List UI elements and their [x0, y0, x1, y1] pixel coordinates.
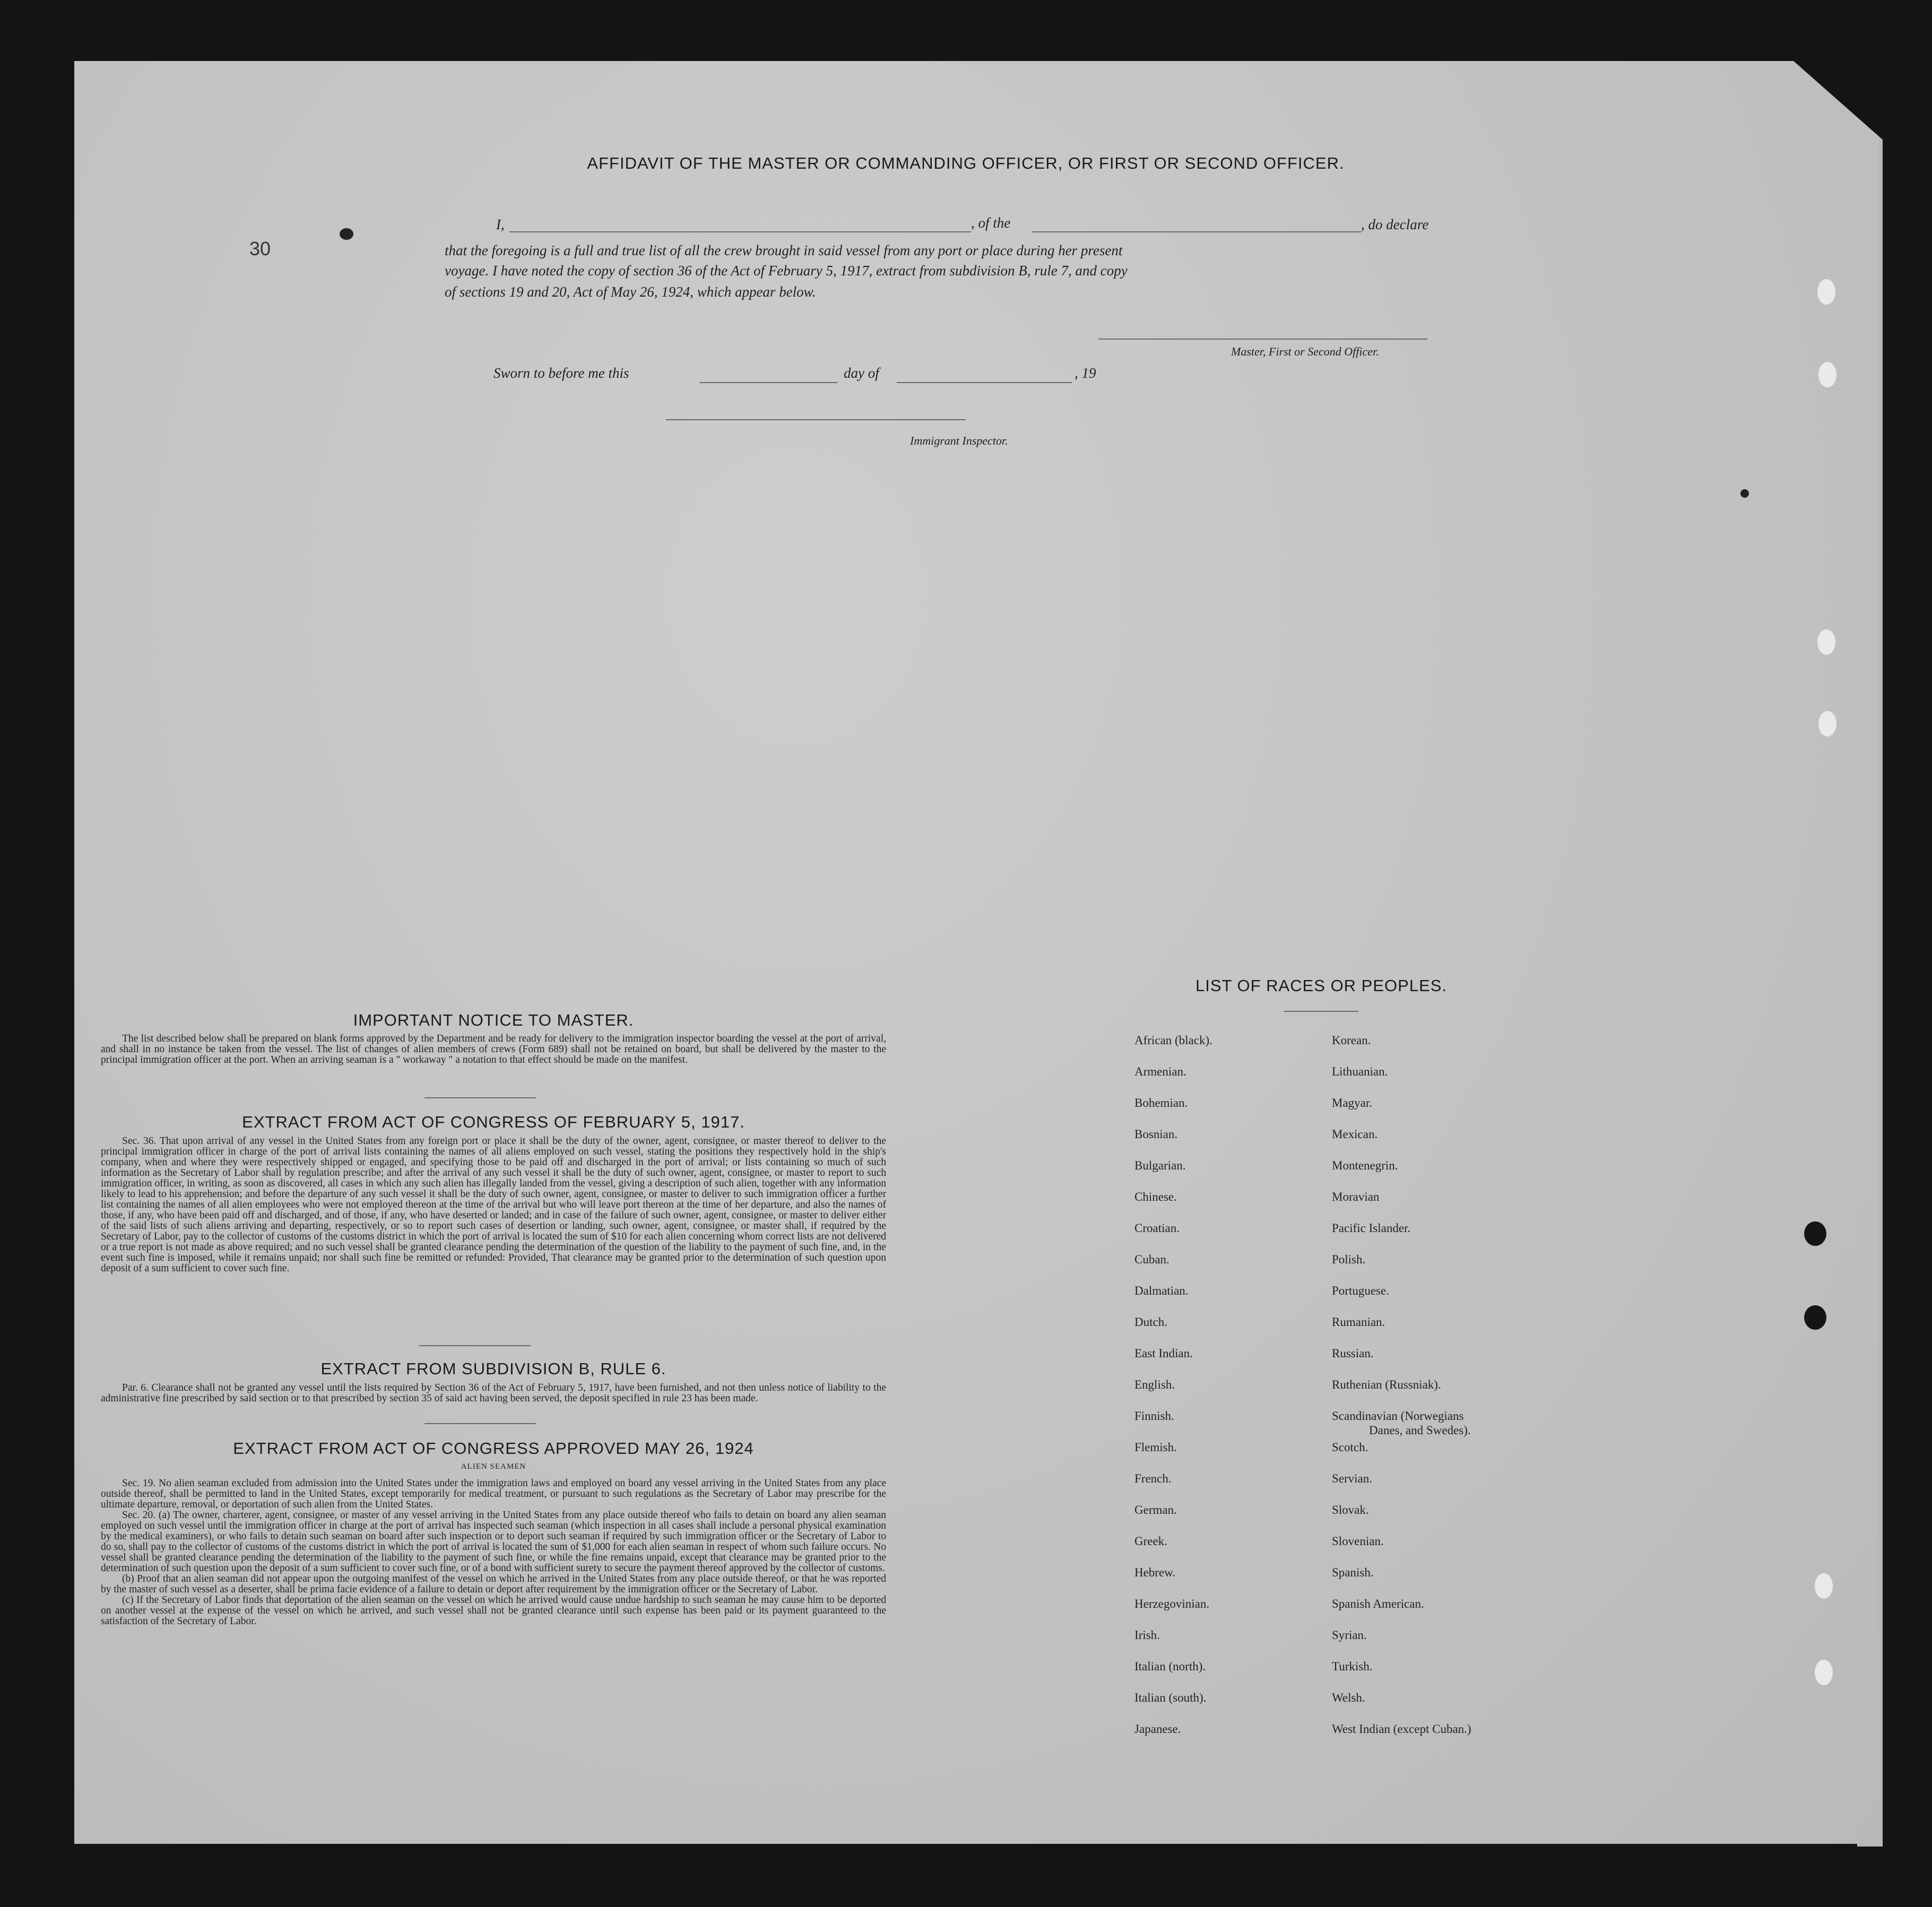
folded-corner [1794, 61, 1884, 141]
race-item: Russian. [1332, 1347, 1374, 1360]
race-item: Irish. [1134, 1628, 1160, 1642]
punch-hole [1818, 711, 1836, 736]
sec-20c-text: (c) If the Secretary of Labor finds that deportation of the alien seaman on the vessel on which he arrived would cause undue hardship to such seaman he may cause him to be deported on another vessel at the expense of the vessel on which he arrived, and such vessel shall not be granted clearance until such expense has been paid or its payment guaranteed to the satisfaction of the Secretary of Labor. [101, 1594, 886, 1627]
notice-body: The list described below shall be prepared on blank forms approved by the Department and be ready for delivery to the immigration inspector boarding the vessel at the port of arrival, and shall in no instance be taken from the vessel. The list of changes of alien members of crews (Form 689) shall not be retained on board, but shall be delivered by the master to the principal immigration officer at the port. When an arriving seaman is a " workaway " a notation to that effect should be made on the manifest. [101, 1033, 886, 1065]
race-item: Dutch. [1134, 1315, 1167, 1329]
race-item: Bohemian. [1134, 1096, 1188, 1109]
race-item: Slovak. [1332, 1503, 1369, 1516]
race-item: African (black). [1134, 1034, 1212, 1047]
race-item: Slovenian. [1332, 1535, 1384, 1548]
race-item: Japanese. [1134, 1722, 1181, 1736]
punch-hole [1818, 362, 1836, 387]
race-item: Spanish American. [1332, 1597, 1424, 1610]
race-item: Rumanian. [1332, 1315, 1385, 1329]
race-item-continued: Danes, and Swedes). [1369, 1424, 1471, 1437]
punch-hole [1815, 1573, 1833, 1599]
race-item: Moravian [1332, 1190, 1380, 1203]
race-item: Magyar. [1332, 1096, 1373, 1109]
affidavit-line-1: that the foregoing is a full and true list of all the crew brought in said vessel from any port or place during her present [445, 242, 1123, 258]
race-item: Scandinavian (Norwegians [1332, 1409, 1464, 1423]
race-item: Flemish. [1134, 1441, 1177, 1454]
race-item: Herzegovinian. [1134, 1597, 1210, 1610]
race-item: Armenian. [1134, 1065, 1186, 1078]
punch-hole [1804, 1305, 1826, 1330]
race-item: Bosnian. [1134, 1128, 1178, 1141]
race-item: French. [1134, 1472, 1172, 1485]
race-item: Ruthenian (Russniak). [1332, 1378, 1441, 1391]
punch-hole [1817, 629, 1835, 655]
race-item: Montenegrin. [1332, 1159, 1398, 1172]
race-item: Syrian. [1332, 1628, 1367, 1642]
extract-rule-title: EXTRACT FROM SUBDIVISION B, RULE 6. [320, 1359, 666, 1378]
race-item: Polish. [1332, 1253, 1366, 1266]
inspector-caption: Immigrant Inspector. [910, 434, 1008, 447]
affidavit-line-2: voyage. I have noted the copy of section 36 of the Act of February 5, 1917, extract from subdivision B, rule 7, and copy [445, 263, 1128, 279]
race-item: Chinese. [1134, 1190, 1177, 1203]
race-item: Portuguese. [1332, 1284, 1389, 1297]
ink-spot [1740, 489, 1749, 498]
race-item: Pacific Islander. [1332, 1221, 1411, 1235]
sec-19-text: Sec. 19. No alien seaman excluded from admission into the United States under the immigration laws and employed on board any vessel arriving in the United States from any place outside thereof, shall be permitted to land in the United States, except temporarily for medical treatment, or pursuant to such regulations as the Secretary of Labor may prescribe for the ultimate departure, removal, or deportation of such alien from the United States. [101, 1478, 886, 1510]
affidavit-i: I, [496, 216, 505, 232]
affidavit-do-declare: , do declare [1361, 216, 1429, 232]
extract-rule-section [101, 1383, 886, 1404]
race-item: Spanish. [1332, 1566, 1374, 1579]
punch-hole [1817, 279, 1835, 305]
sec-20a-text: Sec. 20. (a) The owner, charterer, agent, consignee, or master of any vessel arriving in the United States from any place outside thereof who fails to detain on board any alien seaman employed on such vessel until the immigration officer in charge at the port of arrival has inspected such seaman (which inspection in all cases shall include a personal physical examination by the medical examiners), or who fails to detain such seaman on board after such inspection or to deport such seaman if required by such immigration officer or the Secretary of Labor to do so, shall pay to the collector of customs of the customs district in which the port of arrival is located the sum of $1,000 for each alien seaman in respect of whom such failure occurs. No vessel shall be granted clearance pending the determination of the liability to the payment of such fine, or while the fine remains unpaid, except that clearance may be granted prior to the determination of such question upon the deposit of a sum sufficient to cover such fine, or of a bond with sufficient surety to secure the payment thereof approved by the collector of customs. [101, 1510, 886, 1574]
race-item: Servian. [1332, 1472, 1373, 1485]
race-item: Scotch. [1332, 1441, 1368, 1454]
master-signature-line [1098, 339, 1427, 340]
races-title: LIST OF RACES OR PEOPLES. [1195, 976, 1448, 995]
month-line [897, 382, 1072, 383]
race-item: Turkish. [1332, 1660, 1373, 1673]
race-item: Greek. [1134, 1535, 1167, 1548]
sec-20b-text: (b) Proof that an alien seaman did not appear upon the outgoing manifest of the vessel on which he arrived in the United States from any place outside thereof, or that he was reported by the master of such vessel as a deserter, shall be prima facie evidence of a failure to detain or deport after requirement by the immigration officer or the Secretary of Labor. [101, 1573, 886, 1595]
affidavit-of-the: , of the [971, 215, 1011, 231]
race-item: Cuban. [1134, 1253, 1169, 1266]
notice-section [101, 1034, 886, 1065]
race-item: Italian (south). [1134, 1691, 1207, 1704]
race-item: Croatian. [1134, 1221, 1180, 1235]
race-item: Bulgarian. [1134, 1159, 1186, 1172]
affidavit-title: AFFIDAVIT OF THE MASTER OR COMMANDING OFFICER, OR FIRST OR SECOND OFFICER. [587, 154, 1345, 172]
extract-1924-section [101, 1478, 886, 1627]
vessel-name-line [1032, 231, 1361, 232]
section-divider [1284, 1011, 1358, 1012]
extract-1917-body: Sec. 36. That upon arrival of any vessel in the United States from any foreign port or place it shall be the duty of the owner, agent, consignee, or master thereof to deliver to the principal immigration officer in charge of the port of arrival lists containing the names of all aliens employed on such vessel, stating the positions they respectively hold in the ship's company, when and where they were respectively shipped or engaged, and specifying those to be paid off and discharged in the port of arrival; or lists containing so much of such information as the Secretary of Labor shall by regulation prescribe; and after the arrival of any such vessel it shall be the duty of such owner, agent, consignee, or master to report to such immigration officer, in writing, as soon as discovered, all cases in which any such alien has illegally landed from the vessel, giving a description of such alien, together with any information likely to lead to his apprehension; and before the departure of any such vessel it shall be the duty of such owner, agent, consignee, or master to deliver to such immigration officer a further list containing the names of all alien employees who were not employed thereon at the time of the arrival but who will leave port thereon at the time of her departure, and also the names of those, if any, who have been paid off and discharged, and of those, if any, who have deserted or landed; and in case of the failure of such owner, agent, consignee, or master to deliver either of the said lists of such aliens arriving and departing, respectively, or so to report such cases of desertion or landing, such owner, agent, consignee, or master shall, if required by the Secretary of Labor, pay to the collector of customs of the customs district in which the port of arrival is located the sum of $10 for each alien concerning whom correct lists are not delivered or a true report is not made as above required; and no such vessel shall be granted clearance pending the determination of the question of the liability to the payment of such fine, and, in the event such fine is imposed, while it remains unpaid; nor shall such fine be remitted or refunded: Provided, That clearance may be granted prior to the determination of such question upon deposit of a sum sufficient to cover such fine. [101, 1135, 886, 1274]
race-item: Lithuanian. [1332, 1065, 1388, 1078]
punch-hole [1804, 1221, 1826, 1246]
section-divider [419, 1345, 531, 1346]
race-item: Finnish. [1134, 1409, 1174, 1423]
section-divider [424, 1423, 536, 1424]
day-of: day of [844, 365, 879, 381]
year-label: , 19 [1075, 365, 1096, 381]
day-line [699, 382, 837, 383]
race-item: Italian (north). [1134, 1660, 1206, 1673]
race-item: Mexican. [1332, 1128, 1378, 1141]
extract-1924-title: EXTRACT FROM ACT OF CONGRESS APPROVED MAY 26, 1924 [233, 1439, 754, 1458]
affidavit-line-3: of sections 19 and 20, Act of May 26, 1924, which appear below. [445, 284, 816, 300]
extract-rule-body: Par. 6. Clearance shall not be granted any vessel until the lists required by Section 36 of the Act of February 5, 1917, have been furnished, and not then unless notice of liability to the administrative fine prescribed by said section or to that prescribed by section 35 of said act having been served, the deposit specified in rule 23 has been made. [101, 1382, 886, 1404]
master-caption: Master, First or Second Officer. [1231, 345, 1379, 358]
sworn-before: Sworn to before me this [493, 365, 629, 381]
punch-hole [1815, 1660, 1833, 1685]
inspector-signature-line [666, 419, 966, 420]
race-item: Hebrew. [1134, 1566, 1176, 1579]
race-item: Korean. [1332, 1034, 1371, 1047]
extract-1917-title: EXTRACT FROM ACT OF CONGRESS OF FEBRUARY 5, 1917. [242, 1113, 745, 1131]
race-item: German. [1134, 1503, 1177, 1516]
race-item: Welsh. [1332, 1691, 1365, 1704]
officer-name-line [509, 231, 971, 232]
race-item: East Indian. [1134, 1347, 1193, 1360]
race-item: Dalmatian. [1134, 1284, 1189, 1297]
ink-spot [340, 228, 353, 240]
notice-title: IMPORTANT NOTICE TO MASTER. [353, 1011, 634, 1029]
race-item: English. [1134, 1378, 1175, 1391]
section-divider [424, 1097, 536, 1098]
extract-1917-section [101, 1136, 886, 1274]
alien-seamen-subtitle: ALIEN SEAMEN [461, 1462, 526, 1471]
race-item: West Indian (except Cuban.) [1332, 1722, 1471, 1736]
margin-mark: 30 [249, 238, 271, 259]
